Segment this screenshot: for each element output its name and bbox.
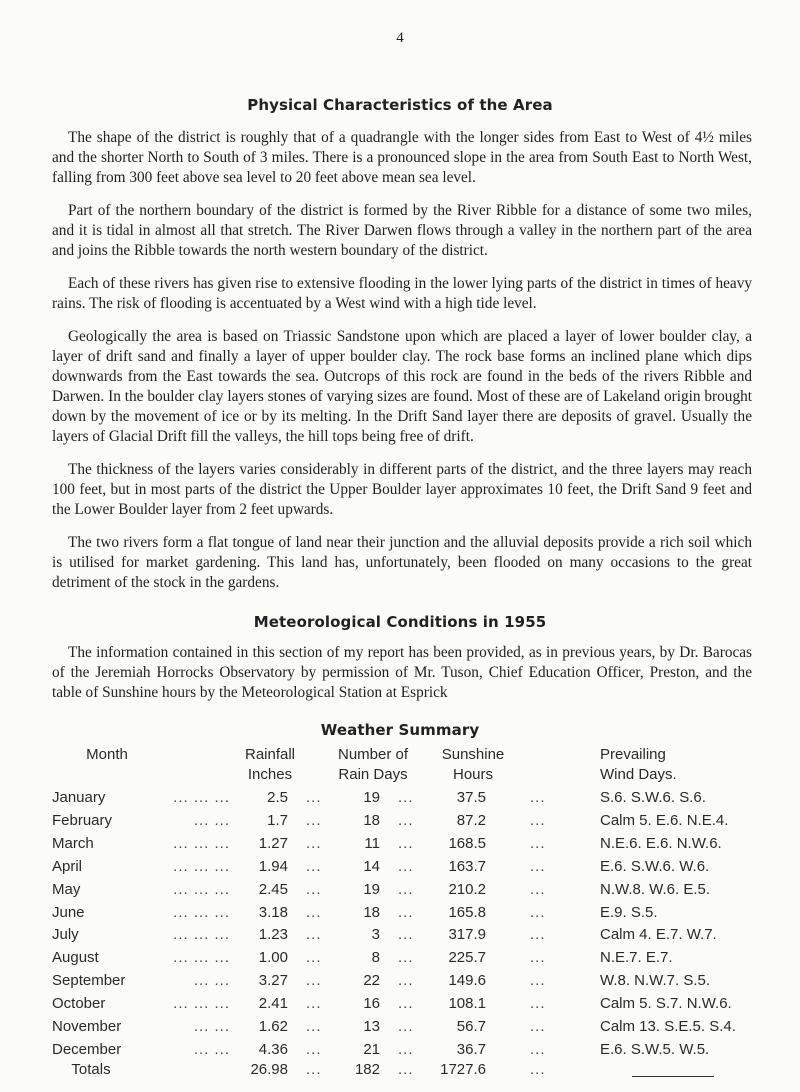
row-sunshine: 149.6 (448, 972, 486, 990)
row-rain-days: 8 (371, 949, 380, 967)
paragraph-thickness: The thickness of the layers varies considerably in different parts of the district, and the three layers may reach 100 feet, but in most parts of the district the Upper Boulder layer approximates 10 feet, the Drift Sand 9 feet and the Lower Boulder layer from 2 feet upwards. (52, 461, 752, 518)
row-sunshine: 37.5 (456, 789, 486, 806)
row-separator: ... (530, 857, 546, 875)
row-sunshine: 163.7 (448, 857, 486, 875)
header-sunshine-unit: Hours (452, 766, 493, 783)
row-sunshine: 210.2 (448, 880, 486, 898)
row-sunshine: 87.2 (456, 811, 486, 829)
row-separator: ... (398, 834, 414, 852)
weather-summary-heading: Weather Summary (320, 721, 480, 739)
row-wind: Calm 5. S.7. N.W.6. (600, 995, 732, 1013)
row-wind: W.8. N.W.7. S.5. (600, 972, 711, 990)
row-separator: ... (398, 880, 414, 898)
row-month: January (52, 789, 106, 806)
row-separator: ... (306, 1060, 322, 1078)
row-rainfall: 1.00 (258, 949, 288, 967)
row-rainfall: 1.7 (267, 811, 288, 829)
row-rainfall: 2.41 (258, 995, 288, 1013)
wind-totals-rule (632, 1076, 714, 1077)
row-rainfall: 1.94 (258, 857, 288, 875)
row-sunshine: 317.9 (448, 926, 486, 944)
row-rainfall: 1.62 (258, 1018, 288, 1035)
header-rain-days: Number of (337, 746, 409, 763)
row-separator: ... (398, 926, 414, 944)
row-leader-dots: ... ... ... (173, 995, 230, 1013)
row-rainfall: 2.5 (267, 789, 288, 806)
row-rain-days: 13 (363, 1018, 380, 1035)
row-separator: ... (530, 995, 546, 1013)
row-separator: ... (530, 1060, 546, 1078)
row-wind: Calm 13. S.E.5. S.4. (600, 1018, 736, 1035)
row-separator: ... (530, 1040, 546, 1058)
row-separator: ... (306, 789, 322, 806)
row-sunshine: 165.8 (448, 903, 486, 921)
row-separator: ... (398, 972, 414, 990)
row-wind: E.6. S.W.5. W.5. (600, 1040, 710, 1058)
row-rain-days: 11 (364, 834, 380, 852)
row-rain-days: 18 (363, 903, 380, 921)
paragraph-rivers: The two rivers form a flat tongue of land near their junction and the alluvial deposits provide a rich soil which is utilised for market gardening. This land has, unfortunately, been flooded on many occasions to the great detriment of the stock in the gardens. (52, 534, 752, 591)
row-wind: N.E.7. E.7. (600, 949, 673, 967)
row-separator: ... (530, 972, 546, 990)
row-separator: ... (306, 857, 322, 875)
row-separator: ... (306, 995, 322, 1013)
row-leader-dots: ... ... ... (173, 926, 230, 944)
row-rain-days: 18 (363, 811, 380, 829)
page-number: 4 (396, 30, 404, 46)
row-sunshine: 36.7 (456, 1040, 486, 1058)
row-leader-dots: ... ... ... (173, 880, 230, 898)
row-separator: ... (306, 880, 322, 898)
row-separator: ... (398, 903, 414, 921)
row-wind: Calm 5. E.6. N.E.4. (600, 811, 729, 829)
row-separator: ... (398, 857, 414, 875)
row-month: December (52, 1040, 122, 1058)
row-leader-dots: ... ... (193, 1040, 230, 1058)
row-leader-dots: ... ... ... (173, 857, 230, 875)
row-rainfall: 1.27 (258, 834, 288, 852)
row-separator: ... (306, 972, 322, 990)
row-separator: ... (306, 834, 322, 852)
row-separator: ... (530, 789, 546, 806)
row-separator: ... (530, 834, 546, 852)
row-leader-dots: ... ... ... (173, 903, 230, 921)
totals-rainfall: 26.98 (250, 1060, 288, 1078)
totals-label: Totals (71, 1060, 111, 1078)
row-separator: ... (530, 811, 546, 829)
row-separator: ... (530, 926, 546, 944)
paragraph-geology: Geologically the area is based on Triassic Sandstone upon which are placed a layer of lower boulder clay, a layer of drift sand and finally a layer of upper boulder clay. The rock base forms an inclined plane which dips downwards from the East towards the sea. Outcrops of this rock are found in the beds of the rivers Ribble and Darwen. In the boulder clay layers stones of varying sizes are found. Most of these are of Lakeland origin brought down by the movement of ice or by its melting. In the Drift Sand layer there are deposits of gravel. Usually the layers of Glacial Drift fill the valleys, the hill tops being free of drift. (52, 328, 752, 445)
meteorological-conditions-heading: Meteorological Conditions in 1955 (253, 613, 547, 631)
row-month: November (52, 1018, 122, 1035)
row-wind: E.6. S.W.6. W.6. (600, 857, 710, 875)
row-separator: ... (306, 926, 322, 944)
row-separator: ... (398, 1018, 414, 1035)
row-rain-days: 22 (363, 972, 380, 990)
paragraph-information: The information contained in this section of my report has been provided, as in previous years, by Dr. Barocas of the Jeremiah Horrocks Observatory by permission of Mr. Tuson, Chief Education Officer, Preston, and the table of Sunshine hours by the Meteorological Station at Esprick (52, 644, 752, 701)
row-sunshine: 108.1 (448, 995, 486, 1013)
row-rainfall: 2.45 (258, 880, 288, 898)
row-separator: ... (398, 995, 414, 1013)
row-rainfall: 1.23 (258, 926, 288, 944)
row-rainfall: 4.36 (258, 1040, 288, 1058)
row-rainfall: 3.18 (258, 903, 288, 921)
header-wind: Prevailing (600, 746, 666, 763)
row-separator: ... (306, 811, 322, 829)
paragraph-flooding: Each of these rivers has given rise to extensive flooding in the lower lying parts of the district in times of heavy rains. The risk of flooding is accentuated by a West wind with a high tide level. (52, 275, 752, 312)
header-rain-days-unit: Rain Days (338, 766, 408, 783)
row-leader-dots: ... ... ... (173, 789, 230, 806)
row-separator: ... (398, 789, 414, 806)
physical-characteristics-heading: Physical Characteristics of the Area (247, 96, 553, 114)
row-sunshine: 168.5 (448, 834, 486, 852)
row-separator: ... (530, 880, 546, 898)
totals-rain-days: 182 (354, 1060, 380, 1078)
row-rain-days: 3 (371, 926, 380, 944)
row-leader-dots: ... ... ... (173, 949, 230, 967)
row-separator: ... (530, 949, 546, 967)
row-month: February (52, 811, 113, 829)
row-separator: ... (306, 949, 322, 967)
row-wind: E.9. S.5. (600, 903, 658, 921)
paragraph-boundary: Part of the northern boundary of the district is formed by the River Ribble for a distance of some two miles, and it is tidal in almost all that stretch. The River Darwen flows through a valley in the northern part of the area and joins the Ribble towards the north western boundary of the district. (52, 202, 752, 259)
row-month: May (52, 880, 81, 898)
row-leader-dots: ... ... (193, 972, 230, 990)
row-separator: ... (306, 1018, 322, 1035)
row-rain-days: 16 (363, 995, 380, 1013)
row-wind: N.E.6. E.6. N.W.6. (600, 834, 722, 852)
row-rain-days: 19 (363, 789, 380, 806)
row-separator: ... (306, 1040, 322, 1058)
row-month: June (52, 903, 85, 921)
paragraph-shape: The shape of the district is roughly that of a quadrangle with the longer sides from East to West of 4½ miles and the shorter North to South of 3 miles. There is a pronounced slope in the area from South East to North West, falling from 300 feet above sea level to 20 feet above mean sea level. (52, 129, 752, 186)
row-month: April (52, 857, 83, 875)
row-month: August (52, 949, 99, 967)
row-rain-days: 19 (363, 880, 380, 898)
row-month: September (52, 972, 126, 990)
header-month: Month (86, 746, 128, 763)
row-wind: N.W.8. W.6. E.5. (600, 880, 711, 898)
row-leader-dots: ... ... (193, 1018, 230, 1035)
row-sunshine: 56.7 (456, 1018, 486, 1035)
row-wind: S.6. S.W.6. S.6. (600, 789, 706, 806)
row-month: October (52, 995, 106, 1013)
row-month: July (52, 926, 79, 944)
row-separator: ... (530, 1018, 546, 1035)
row-rain-days: 21 (363, 1040, 380, 1058)
row-separator: ... (306, 903, 322, 921)
header-wind-unit: Wind Days. (600, 766, 677, 783)
row-sunshine: 225.7 (448, 949, 486, 967)
row-separator: ... (398, 949, 414, 967)
row-leader-dots: ... ... (193, 811, 230, 829)
row-rain-days: 14 (363, 857, 380, 875)
header-rainfall-unit: Inches (247, 766, 293, 783)
row-leader-dots: ... ... ... (173, 834, 230, 852)
header-rainfall: Rainfall (244, 746, 296, 763)
row-month: March (52, 834, 94, 852)
row-separator: ... (398, 1040, 414, 1058)
row-separator: ... (398, 811, 414, 829)
totals-sunshine: 1727.6 (440, 1060, 486, 1078)
row-separator: ... (530, 903, 546, 921)
header-sunshine: Sunshine (441, 746, 505, 763)
row-rainfall: 3.27 (258, 972, 288, 990)
row-wind: Calm 4. E.7. W.7. (600, 926, 717, 944)
row-separator: ... (398, 1060, 414, 1078)
